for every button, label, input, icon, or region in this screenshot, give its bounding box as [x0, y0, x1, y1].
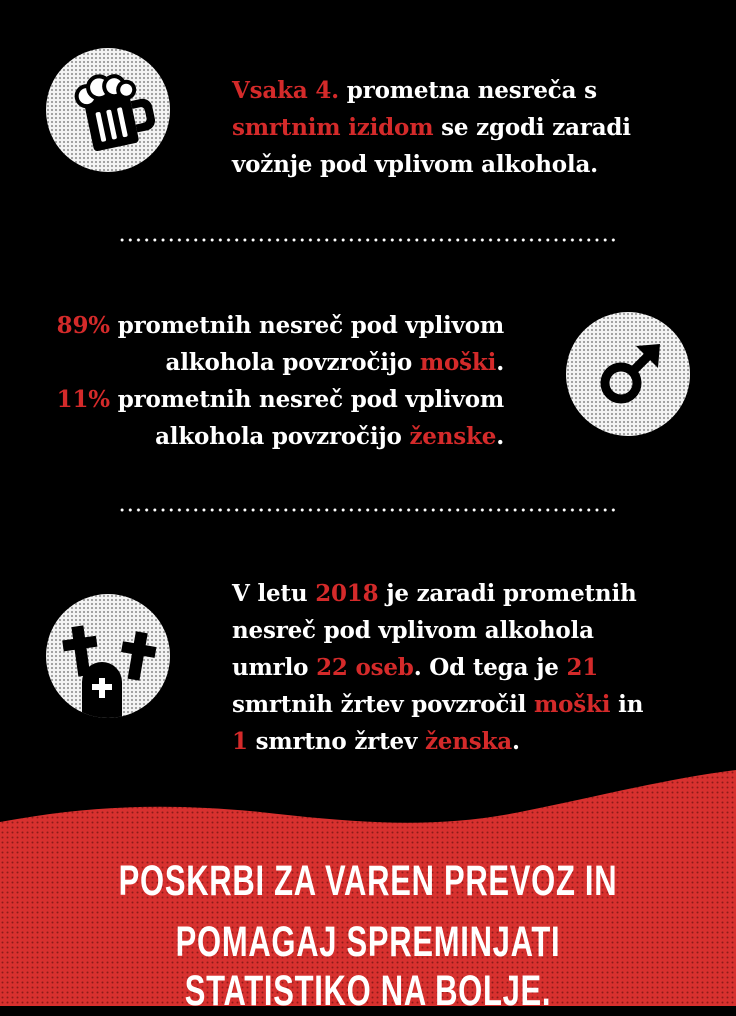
highlight-text: ženska: [424, 728, 512, 755]
body-text: alkohola povzročijo: [155, 423, 410, 450]
section1-line3: vožnje pod vplivom alkohola.: [232, 151, 598, 178]
body-text: prometnih nesreč pod vplivom: [109, 312, 504, 339]
body-text: alkohola povzročijo: [165, 349, 420, 376]
body-text: prometna nesreča s: [338, 77, 597, 104]
body-text: . Od tega je: [413, 654, 567, 681]
body-text: prometnih nesreč pod vplivom: [109, 386, 504, 413]
body-text: .: [496, 423, 504, 450]
banner-line1: POSKRBI ZA VAREN PREVOZ IN: [118, 857, 618, 905]
body-text: umrlo: [232, 654, 317, 681]
highlight-text: ženske: [409, 423, 497, 450]
body-text: smrtnih žrtev povzročil: [232, 691, 535, 718]
body-text: je zaradi prometnih: [378, 580, 637, 607]
body-text: se zgodi zaradi: [433, 114, 631, 141]
highlight-text: 22 oseb: [316, 654, 414, 681]
highlight-text: moški: [534, 691, 611, 718]
section3-line2: nesreč pod vplivom alkohola: [232, 617, 594, 644]
body-text: .: [511, 728, 520, 755]
highlight-text: 89%: [56, 312, 110, 339]
highlight-text: moški: [419, 349, 497, 376]
highlight-text: 11%: [56, 386, 110, 413]
body-text: smrtno žrtev: [247, 728, 425, 755]
highlight-text: 2018: [315, 580, 379, 607]
body-text: .: [496, 349, 504, 376]
body-text: in: [610, 691, 644, 718]
highlight-text: 1: [232, 728, 248, 755]
highlight-text: 21: [566, 654, 599, 681]
body-text: V letu: [232, 580, 316, 607]
highlight-text: smrtnim izidom: [232, 114, 434, 141]
banner-line2: POMAGAJ SPREMINJATI STATISTIKO NA BOLJE.: [175, 918, 561, 1015]
highlight-text: Vsaka 4.: [232, 77, 339, 104]
